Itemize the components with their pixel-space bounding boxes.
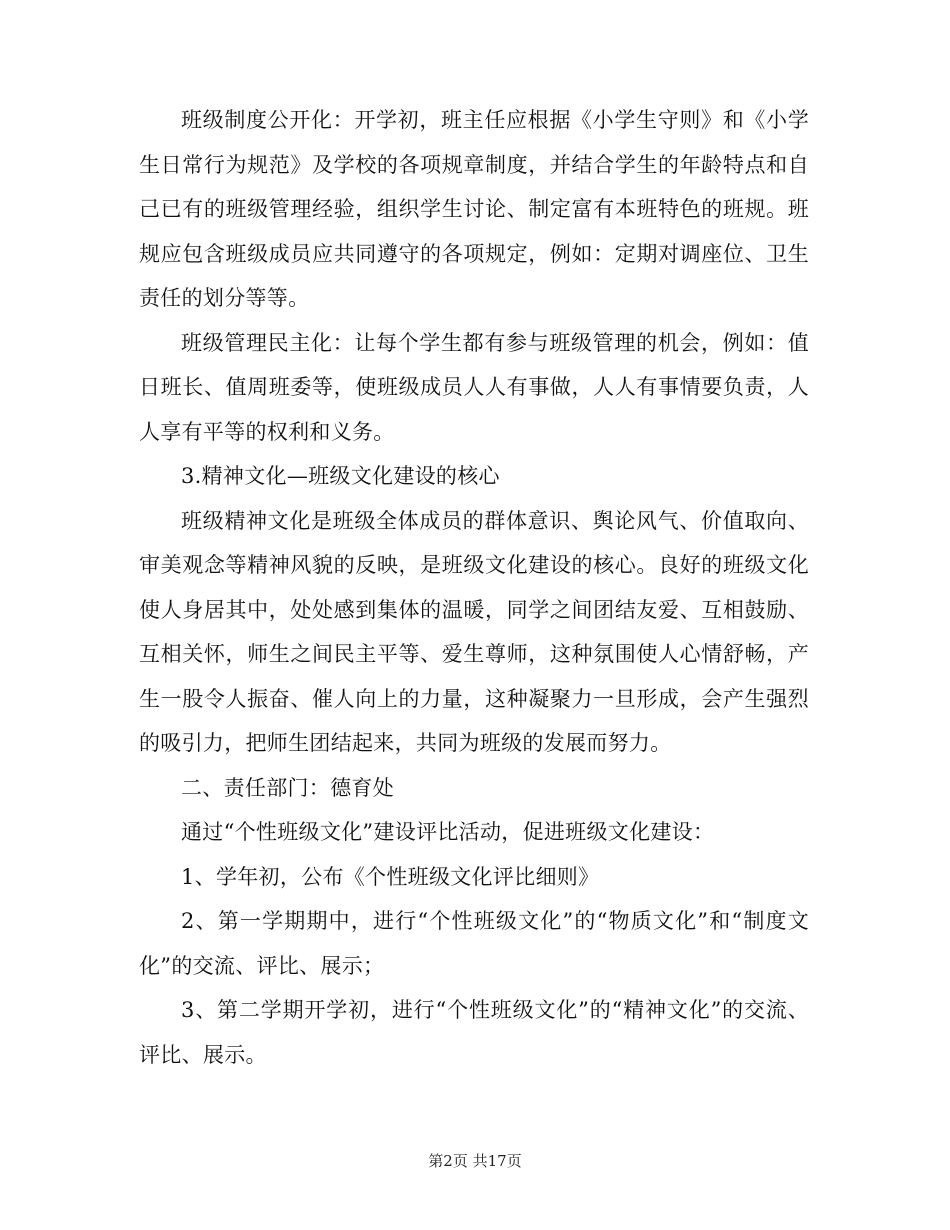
list-item-2: 2、第一学期期中，进行“个性班级文化”的“物质文化”和“制度文化”的交流、评比、展示； (139, 909, 809, 978)
paragraph-spiritual-culture: 班级精神文化是班级全体成员的群体意识、舆论风气、价值取向、审美观念等精神风貌的反映，是班级文化建设的核心。良好的班级文化使人身居其中，处处感到集体的温暖，同学之间团结友爱、互相鼓励、互相关怀，师生之间民主平等、爱生尊师，这种氛围使人心情舒畅，产生一股令人振奋、催人向上的力量，这种凝聚力一旦形成，会产生强烈的吸引力，把师生团结起来，共同为班级的发展而努力。 (139, 508, 809, 755)
list-item-3: 3、第二学期开学初，进行“个性班级文化”的“精神文化”的交流、评比、展示。 (139, 998, 809, 1067)
paragraph-class-rules-public: 班级制度公开化：开学初，班主任应根据《小学生守则》和《小学生日常行为规范》及学校的各项规章制度，并结合学生的年龄特点和自己已有的班级管理经验，组织学生讨论、制定富有本班特色的班规。班规应包含班级成员应共同遵守的各项规定，例如：定期对调座位、卫生责任的划分等等。 (139, 108, 809, 310)
section-heading-responsible-department: 二、责任部门：德育处 (181, 775, 394, 800)
list-item-1: 1、学年初，公布《个性班级文化评比细则》 (181, 864, 600, 889)
section-heading-spiritual-culture: 3.精神文化—班级文化建设的核心 (181, 464, 500, 488)
page-number-footer: 第2页 共17页 (428, 1152, 522, 1170)
paragraph-class-management-democratic: 班级管理民主化：让每个学生都有参与班级管理的机会，例如：值日班长、值周班委等，使班级成员人人有事做，人人有事情要负责，人人享有平等的权利和义务。 (139, 330, 809, 444)
document-body (139, 98, 809, 1077)
paragraph-evaluation-activity: 通过“个性班级文化”建设评比活动，促进班级文化建设： (181, 820, 715, 844)
